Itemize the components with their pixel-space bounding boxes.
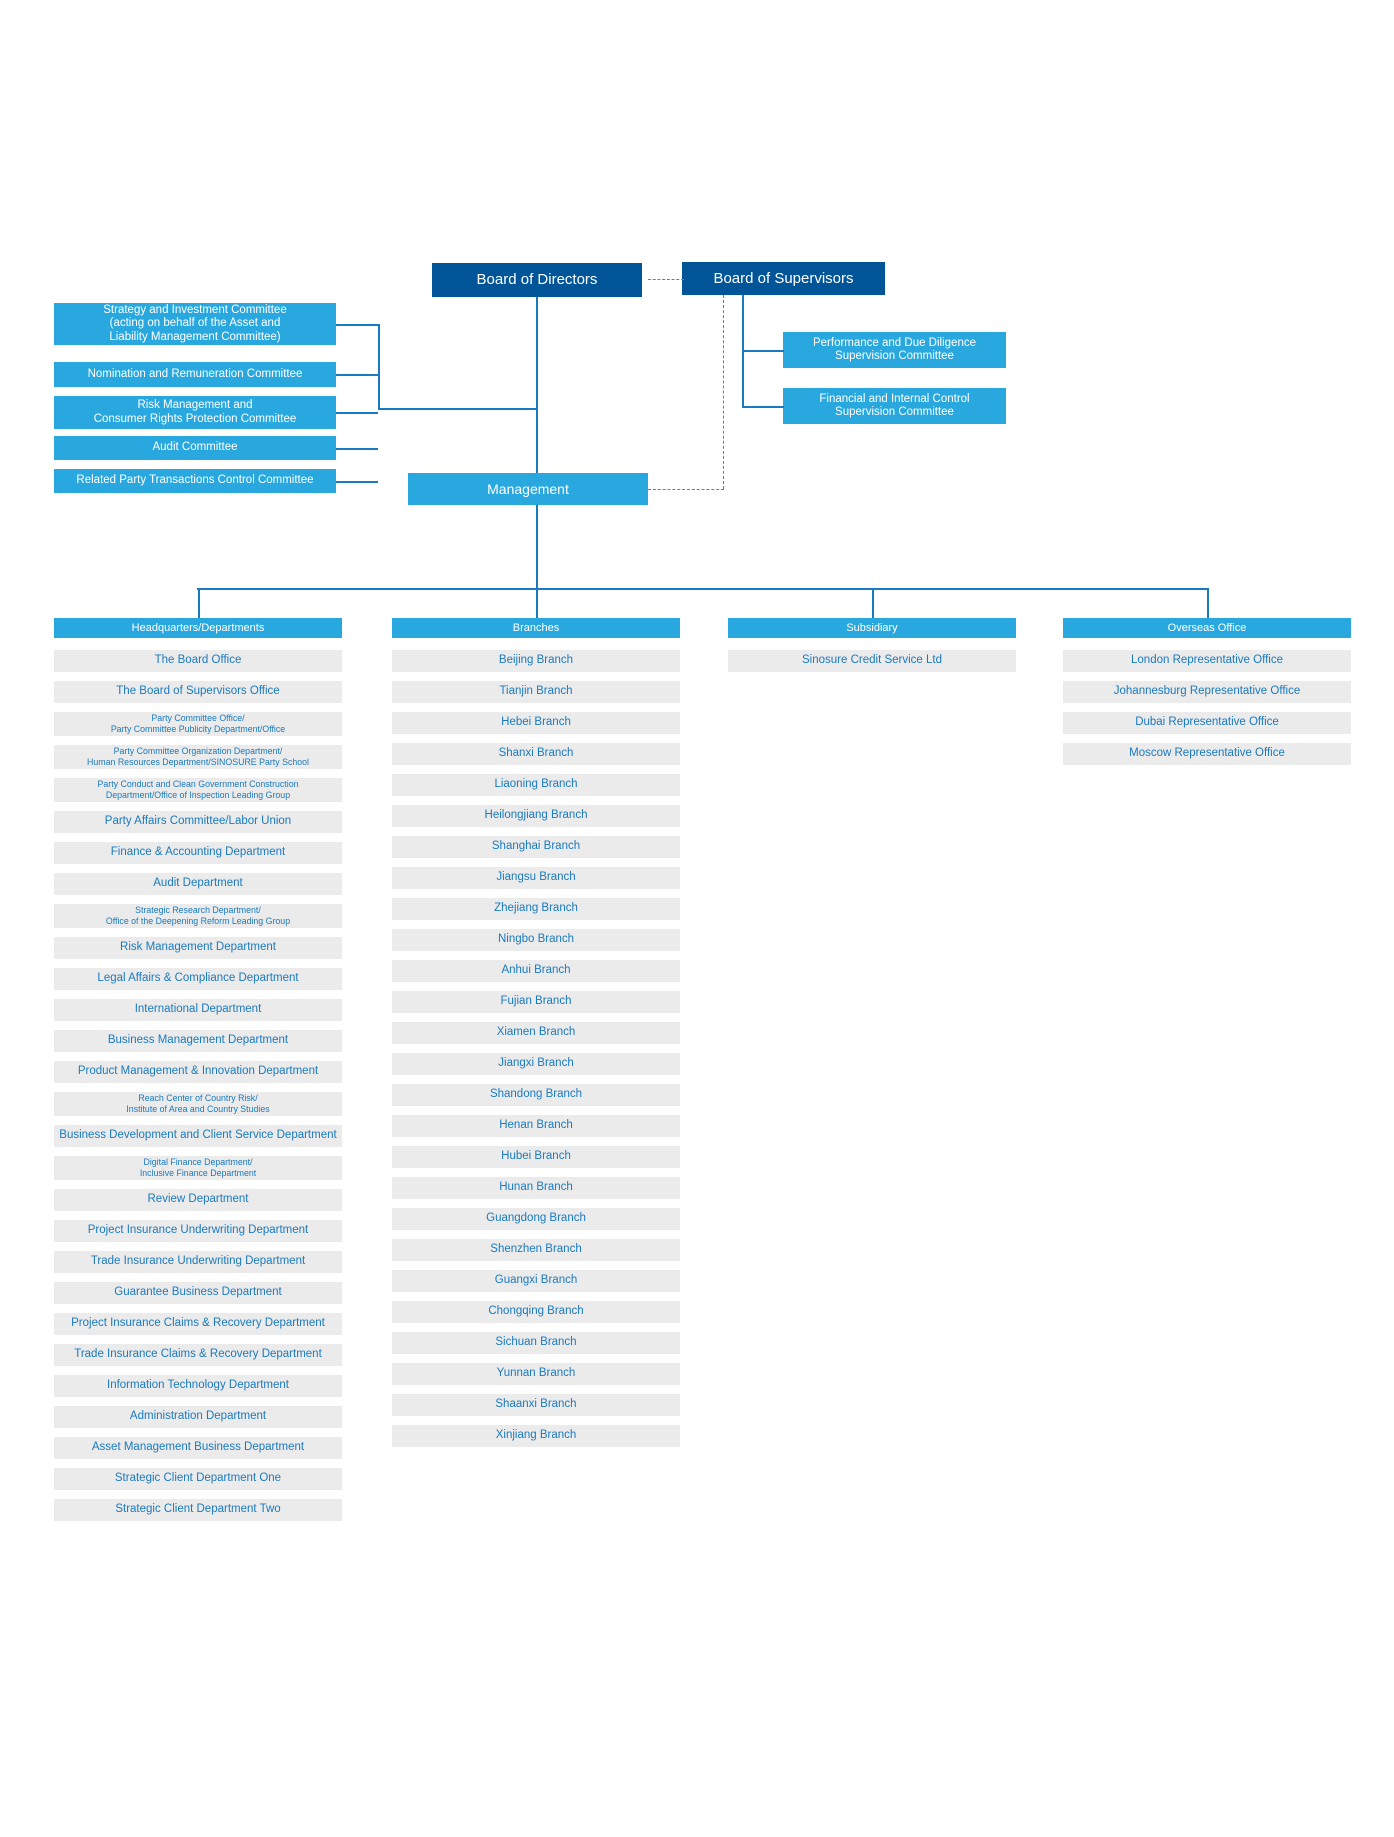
column-1-item-25: Administration Department <box>54 1406 342 1428</box>
bos-management-dashed-vertical <box>723 295 724 489</box>
column-1-item-6: Party Affairs Committee/Labor Union <box>54 811 342 833</box>
column-2-item-9: Zhejiang Branch <box>392 898 680 920</box>
board-committee-4: Audit Committee <box>54 436 336 460</box>
board-of-supervisors-node: Board of Supervisors <box>682 262 885 295</box>
column-2-item-23: Sichuan Branch <box>392 1332 680 1354</box>
column-drop-3 <box>872 588 874 618</box>
column-1-item-23: Trade Insurance Claims & Recovery Department <box>54 1344 342 1366</box>
column-1-item-24: Information Technology Department <box>54 1375 342 1397</box>
supervisor-committee-2: Financial and Internal Control Supervision Committee <box>783 388 1006 424</box>
column-1-item-18: Review Department <box>54 1189 342 1211</box>
column-2-item-22: Chongqing Branch <box>392 1301 680 1323</box>
column-2-item-1: Beijing Branch <box>392 650 680 672</box>
column-2-item-26: Xinjiang Branch <box>392 1425 680 1447</box>
column-2-item-6: Heilongjiang Branch <box>392 805 680 827</box>
column-2-item-10: Ningbo Branch <box>392 929 680 951</box>
bod-committee-bus-vertical <box>378 324 380 410</box>
column-header-4: Overseas Office <box>1063 618 1351 638</box>
committee-stub-2 <box>336 374 378 376</box>
column-2-item-11: Anhui Branch <box>392 960 680 982</box>
committee-stub-1 <box>336 324 378 326</box>
column-2-item-15: Shandong Branch <box>392 1084 680 1106</box>
column-1-item-22: Project Insurance Claims & Recovery Department <box>54 1313 342 1335</box>
column-1-item-12: International Department <box>54 999 342 1021</box>
column-1-item-14: Product Management & Innovation Department <box>54 1061 342 1083</box>
column-2-item-21: Guangxi Branch <box>392 1270 680 1292</box>
column-4-item-4: Moscow Representative Office <box>1063 743 1351 765</box>
column-1-item-21: Guarantee Business Department <box>54 1282 342 1304</box>
column-1-item-17: Digital Finance Department/ Inclusive Finance Department <box>54 1156 342 1180</box>
column-1-item-27: Strategic Client Department One <box>54 1468 342 1490</box>
management-node: Management <box>408 473 648 505</box>
bos-vertical <box>742 295 744 373</box>
supervisor-committee-1: Performance and Due Diligence Supervision Committee <box>783 332 1006 368</box>
board-committee-2: Nomination and Remuneration Committee <box>54 362 336 387</box>
column-1-item-9: Strategic Research Department/ Office of the Deepening Reform Leading Group <box>54 904 342 928</box>
column-2-item-2: Tianjin Branch <box>392 681 680 703</box>
committee-stub-5 <box>336 481 378 483</box>
management-down-vertical <box>536 505 538 588</box>
board-of-directors-node: Board of Directors <box>432 263 642 297</box>
column-2-item-14: Jiangxi Branch <box>392 1053 680 1075</box>
column-2-item-17: Hubei Branch <box>392 1146 680 1168</box>
column-1-item-11: Legal Affairs & Compliance Department <box>54 968 342 990</box>
column-1-item-10: Risk Management Department <box>54 937 342 959</box>
column-1-item-3: Party Committee Office/ Party Committee Publicity Department/Office <box>54 712 342 736</box>
bod-management-vertical <box>536 297 538 473</box>
column-1-item-13: Business Management Department <box>54 1030 342 1052</box>
column-2-item-3: Hebei Branch <box>392 712 680 734</box>
column-1-item-19: Project Insurance Underwriting Department <box>54 1220 342 1242</box>
column-drop-1 <box>198 588 200 618</box>
column-1-item-7: Finance & Accounting Department <box>54 842 342 864</box>
column-1-item-28: Strategic Client Department Two <box>54 1499 342 1521</box>
column-2-item-7: Shanghai Branch <box>392 836 680 858</box>
committee-stub-3 <box>336 412 378 414</box>
bos-management-dashed-horizontal <box>648 489 724 490</box>
board-committee-1: Strategy and Investment Committee (acting on behalf of the Asset and Liability Management Committee) <box>54 303 336 345</box>
column-1-item-5: Party Conduct and Clean Government Construction Department/Office of Inspection Leading Group <box>54 778 342 802</box>
column-1-item-8: Audit Department <box>54 873 342 895</box>
board-committee-5: Related Party Transactions Control Committee <box>54 469 336 493</box>
supervisor-stub-2 <box>742 406 784 408</box>
column-2-item-4: Shanxi Branch <box>392 743 680 765</box>
column-drop-2 <box>536 588 538 618</box>
board-committee-3: Risk Management and Consumer Rights Protection Committee <box>54 396 336 429</box>
column-2-item-20: Shenzhen Branch <box>392 1239 680 1261</box>
column-3-item-1: Sinosure Credit Service Ltd <box>728 650 1016 672</box>
column-header-1: Headquarters/Departments <box>54 618 342 638</box>
column-header-3: Subsidiary <box>728 618 1016 638</box>
column-2-item-12: Fujian Branch <box>392 991 680 1013</box>
column-2-item-8: Jiangsu Branch <box>392 867 680 889</box>
column-1-item-16: Business Development and Client Service Department <box>54 1125 342 1147</box>
column-header-2: Branches <box>392 618 680 638</box>
column-2-item-13: Xiamen Branch <box>392 1022 680 1044</box>
column-2-item-24: Yunnan Branch <box>392 1363 680 1385</box>
column-2-item-16: Henan Branch <box>392 1115 680 1137</box>
column-2-item-19: Guangdong Branch <box>392 1208 680 1230</box>
bod-committee-bus-horizontal <box>378 408 538 410</box>
column-4-item-2: Johannesburg Representative Office <box>1063 681 1351 703</box>
column-1-item-20: Trade Insurance Underwriting Department <box>54 1251 342 1273</box>
column-2-item-25: Shaanxi Branch <box>392 1394 680 1416</box>
column-2-item-5: Liaoning Branch <box>392 774 680 796</box>
supervisor-branch-vertical <box>742 371 744 406</box>
column-2-item-18: Hunan Branch <box>392 1177 680 1199</box>
column-bus-horizontal <box>197 588 1207 590</box>
column-1-item-1: The Board Office <box>54 650 342 672</box>
column-drop-4 <box>1207 588 1209 618</box>
committee-stub-4 <box>336 448 378 450</box>
bod-bos-dashed-horizontal <box>648 279 684 280</box>
supervisor-stub-1 <box>742 350 784 352</box>
column-4-item-1: London Representative Office <box>1063 650 1351 672</box>
column-1-item-2: The Board of Supervisors Office <box>54 681 342 703</box>
column-1-item-26: Asset Management Business Department <box>54 1437 342 1459</box>
column-1-item-4: Party Committee Organization Department/ Human Resources Department/SINOSURE Party School <box>54 745 342 769</box>
column-4-item-3: Dubai Representative Office <box>1063 712 1351 734</box>
column-1-item-15: Reach Center of Country Risk/ Institute of Area and Country Studies <box>54 1092 342 1116</box>
